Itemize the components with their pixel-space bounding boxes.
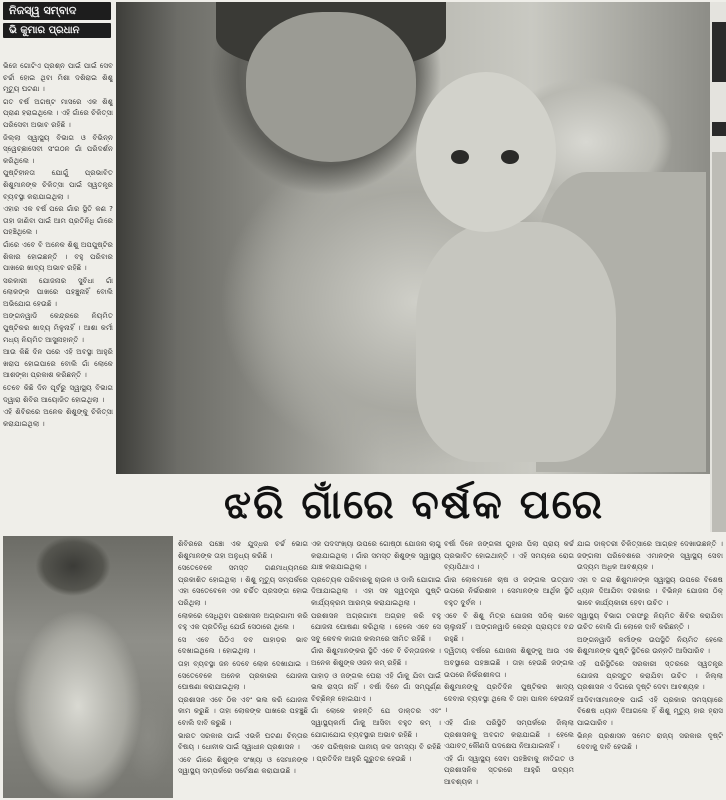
headline: ଝରି ଗାଁରେ ବର୍ଷକ ପରେ <box>223 482 605 528</box>
paragraph: ସ୍ୱାସ୍ଥ୍ୟ ବିଭାଗ ତରଫରୁ ନିୟମିତ ଶିବିର କରାଯିବା ଉଚିତ ବୋଲି ଗାଁ ଲୋକେ ଦାବି କରିଛନ୍ତି । <box>577 610 723 632</box>
paragraph: ଏବେ ପରିଷ୍କାର ପାନୀୟ ଜଳ ସମସ୍ୟା ବି ରହିଛି । ପ୍ରତିଦିନ ଆହୁରି ଗୁରୁତର ହେଉଛି । <box>311 742 441 763</box>
paragraph: ଏହି ଶିବିରରେ ଅନେକ ଶିଶୁଙ୍କୁ ଚିକିତ୍ସା କରାଯାଇଥିଲା । <box>3 407 113 428</box>
paragraph: ପ୍ରଶାସନ ଏବେ ଠିକ ଏବଂ ଭଲ କରି ଯୋଜନା କାମ କରୁଛି । ତାହା ଲୋକଙ୍କ ପାଖରେ ପହଞ୍ଚୁଛି ବୋଲି ଦାବି କରୁଛି । <box>178 694 308 727</box>
paragraph: ଏହି ଗାଁ ସ୍ୱାସ୍ଥ୍ୟ ସେବା ପହଞ୍ଚିବାକୁ ନୀତିଗତ ଓ ପ୍ରଶାସନିକ ସ୍ତରରେ ଆହୁରି ଉଦ୍ୟମ ଆବଶ୍ୟକ । <box>444 753 574 786</box>
paragraph: ତେବେ କିଛି ଦିନ ପୂର୍ବରୁ ସ୍ୱାସ୍ଥ୍ୟ ବିଭାଗ ଦ୍ୱାରା ଶିବିର ଆୟୋଜିତ ହୋଇଥିଲା । <box>3 383 113 404</box>
article-column-3 <box>444 538 574 798</box>
paragraph: ଭିଜେ ଗୋଟିଏ ପ୍ରଶ୍ନ ପାଇଁ ପାଇଁ ସେବ ଚର୍ଚ୍ଚା ହୋଇ ଥିବା ମିଶା ଦଶିରାଇ ଶିଶୁ ମୃତ୍ୟୁ ଘଟଣା । <box>3 61 113 94</box>
photo-child-body <box>416 222 616 462</box>
article-column-1 <box>178 538 308 798</box>
paragraph: ଶିଶୁମାନଙ୍କୁ ପ୍ରତିଦିନ ପୁଷ୍ଟିକର ଖାଦ୍ୟ ଦେବାର ବ୍ୟବସ୍ଥା ଥିଲେ ବି ତାହା ପାଳନ ହେଉନାହିଁ । <box>444 682 574 715</box>
article-column-4 <box>577 538 723 798</box>
paragraph: ତାହା ବ୍ୟବସ୍ଥା ଜନ ଦେବେ ଲୋକ ଦେଖାଯାଇ । ସେତେବେଳେ ଅନେକ ପ୍ରକାରର ଯୋଜନା ଘୋଷଣା କରାଯାଇଥିଲା । <box>178 658 308 692</box>
left-column <box>3 60 113 532</box>
main-photo <box>116 2 710 474</box>
paragraph: ଆଦିବାସୀମାନଙ୍କ ପାଇଁ ଏହି ପ୍ରକାର ସମସ୍ୟାରେ ବିଶେଷ ଧ୍ୟାନ ଦିଆଗଲେ ହିଁ ଶିଶୁ ମୃତ୍ୟୁ ହାର ହ୍ରାସ ପାଇପାରିବ । <box>577 694 723 727</box>
paragraph: ଶିବିରରେ ପଞ୍ଚୋ ଏକ ଯୁଦ୍ଧର ଚର୍ଚ୍ଚ ଭୋଗ ଶିଶୁମାନଙ୍କ ତାହା ଅନୁଧ୍ୟ କରିଛି । <box>178 539 308 560</box>
paragraph: ଏବେ ଗାଁରେ ଶିଶୁଙ୍କ ସଂଖ୍ୟା ଓ ସେମାନଙ୍କ ସ୍ୱାସ୍ଥ୍ୟ ସମ୍ପର୍କରେ ସର୍ବେକ୍ଷଣ କରାଯାଉଛି । <box>178 754 308 776</box>
bottom-photo <box>3 536 173 798</box>
photo-child-head <box>416 72 556 232</box>
byline <box>3 2 111 41</box>
paragraph: ଭାରତ ସରକାର ପାଇଁ ଏଭଳି ଘଟଣା ଚିନ୍ତାର ବିଷୟ । ଧୋନୀକ ପାଇଁ ସ୍ୱାଧୀନ ପ୍ରଶାସନ । <box>178 730 308 752</box>
paragraph: ପ୍ରତ୍ୟେକ ପରିବାରକୁ ଚାଉଳ ଓ ଡାଲି ଯୋଗାଇ ଦିଆଯାଇଥିଲା । ଏହା ସହ ସ୍ୱତନ୍ତ୍ର ପୁଷ୍ଟି କାର୍ଯ୍ୟକ୍ରମ ଆରମ୍ଭ କରାଯାଇଥିଲା । <box>311 574 441 607</box>
paragraph: ଦ୍ୱିତୀୟ ବର୍ଷରେ ଯୋଜନା ଶିଶୁଙ୍କୁ ଆଉ ଏକ ଅବସ୍ଥାରେ ପହଞ୍ଚାଇଛି । ତାହା ହେଉଛି ଜଙ୍ଗଲ ଉପରେ ନିର୍ଭରଶୀଳତା । <box>444 646 574 679</box>
paragraph: ଏହାର ଏକ ବର୍ଷ ପରେ ଗାଁର ସ୍ଥିତି କଣ ? ତାହା ଜାଣିବା ପାଇଁ ଆମ ପ୍ରତିନିଧି ଗାଁରେ ପହଞ୍ଚିଥିଲେ । <box>3 204 113 237</box>
paragraph: ଗତ ବର୍ଷ ଅଗଷ୍ଟ ମାସରେ ଏକ ଶିଶୁ ପ୍ରାଣ ହରାଇଥିଲେ । ଏହି ଗାଁରେ ଚିକିତ୍ସା ପରିସେବା ଅଭାବ ରହିଛି । <box>3 96 113 129</box>
byline-author: ଭି କୁମାର ପ୍ରଧାନ <box>3 23 111 38</box>
paragraph: ଗାଁରେ ଏବେ ବି ଅନେକ ଶିଶୁ ଅପପୁଷ୍ଟିର ଶିକାର ହୋଇଛନ୍ତି । ବହୁ ପରିବାର ପାଖରେ ଖାଦ୍ୟ ଅଭାବ ରହିଛି । <box>3 239 113 273</box>
paragraph: ପାହାଡ଼ ଓ ଜଙ୍ଗଲ ଘେରା ଏହି ଗାଁକୁ ଯିବା ପାଇଁ ଭଲ ରାସ୍ତା ନାହିଁ । ବର୍ଷା ଦିନେ ଗାଁ ସମ୍ପୂର୍ଣ୍ଣ ବିଚ୍ଛିନ୍ନ ହୋଇଯାଏ । <box>311 670 441 703</box>
paragraph: ଗାଁର ଶିଶୁମାନଙ୍କର ସ୍ଥିତି ଏବେ ବି ଚିନ୍ତାଜନକ । ଅନେକ ଶିଶୁଙ୍କ ଓଜନ କମ୍ ରହିଛି । <box>311 646 441 667</box>
paragraph: ଜିଲ୍ଲା ସ୍ୱାସ୍ଥ୍ୟ ବିଭାଗ ଓ ବିଭିନ୍ନ ସ୍ୱେଚ୍ଛାସେବୀ ସଂଗଠନ ଗାଁ ପରିଦର୍ଶନ କରିଥିଲେ । <box>3 132 113 165</box>
paragraph: ସେ ଏବେ ପିଠିଏ ଦବ ପାହାଡ଼ର ଭାବ ଦେଖାଇଥିଲେ । ହୋଇଥିଲା । <box>178 634 308 656</box>
paragraph: ଗାଁ ଲୋକେ କହନ୍ତି ଯେ ଡାକ୍ତର ଏବଂ ସ୍ୱାସ୍ଥ୍ୟକର୍ମୀ ଗାଁକୁ ଆସିବା ବହୁତ କମ୍ । ଯୋଗାଯୋଗ ବ୍ୟବସ୍ଥାର ଅଭାବ ରହିଛି । <box>311 706 441 739</box>
paragraph: ସରକାରୀ ଯୋଜନାର ସୁବିଧା ଗାଁ ଲୋକଙ୍କ ପାଖରେ ପହଞ୍ଚୁନାହିଁ ବୋଲି ଅଭିଯୋଗ ହେଉଛି । <box>3 275 113 308</box>
paragraph: ଲୋକରେ ସେଧିଥିବା ପରଶାସନ ଅଗ୍ରଗାମୀ କରି ବହୁ ଏକ ପ୍ରତିନିଧି ଯେଉଁ ସେଠାରେ ଥିଲେ । <box>178 610 308 632</box>
paragraph: ଭିନ୍ନ ପ୍ରଶାସନ ସମେତ ରାଜ୍ୟ ସରକାର ଦୃଷ୍ଟି ଦେବାକୁ ଦାବି ହେଉଛି । <box>577 730 723 752</box>
article-column-2 <box>311 538 441 798</box>
paragraph: ଏହା ଦ ଗରା ଶିଶୁମାନଙ୍କ ସ୍ୱାସ୍ଥ୍ୟ ଉପରେ ବିଶେଷ ଧ୍ୟାନ ଦିଆଯିବା ଦରକାର । ବିଭିନ୍ନ ଯୋଜନା ଠିକ୍ ଭାବେ କାର୍ଯ୍ୟକାରୀ ହେବା ଉଚିତ । <box>577 574 723 607</box>
strip-block <box>712 122 726 136</box>
paragraph: ଅଙ୍ଗନୱାଡି କେନ୍ଦ୍ରରେ ନିୟମିତ ପୁଷ୍ଟିକର ଖାଦ୍ୟ ମିଳୁନାହିଁ । ଆଶା କର୍ମୀ ମଧ୍ୟ ନିୟମିତ ଆସୁନାହାନ୍ତି । <box>3 311 113 344</box>
paragraph: ଏହି ଗାଁର ପରିସ୍ଥିତି ସମ୍ପର୍କରେ ଜିଲ୍ଲା ପ୍ରଶାସନକୁ ଅବଗତ କରାଯାଇଛି । ହେଲେ ଏଯାବତ୍ କୌଣସି ପଦକ୍ଷେପ ନିଆଯାଇନାହିଁ । <box>444 717 574 751</box>
strip-block <box>712 152 726 532</box>
paragraph: ଗାଁର ଲୋକମାନେ ଚାଷ ଓ ଜଙ୍ଗଲ ଉତ୍ପାଦ ଉପରେ ନିର୍ଭରଶୀଳ । ସେମାନଙ୍କ ଆର୍ଥିକ ସ୍ଥିତି ବହୁତ ଦୁର୍ବଳ । <box>444 574 574 607</box>
photo-child-eye <box>451 150 469 164</box>
photo-shadow <box>116 2 176 474</box>
paragraph: ପୁଷ୍ଟିହୀନତା ଯୋଗୁଁ ପ୍ରଭାବିତ ଶିଶୁମାନଙ୍କ ଚିକିତ୍ସା ପାଇଁ ସ୍ୱତନ୍ତ୍ର ବ୍ୟବସ୍ଥା କରାଯାଇଥିଲା । <box>3 168 113 201</box>
paragraph: ଏକ ପଦସଂଖ୍ୟା ଉପରେ ଗୋଷ୍ଠୀ ଯୋଜନା ଲାଗୁ କରାଯାଇଥିଲା । ଗାଁର ସମସ୍ତ ଶିଶୁଙ୍କ ସ୍ୱାସ୍ଥ୍ୟ ଯାଞ୍ଚ କରାଯାଇଥିଲା । <box>311 539 441 572</box>
adjacent-article-strip <box>710 2 726 532</box>
paragraph: ଅଙ୍ଗନୱାଡି କର୍ମୀଙ୍କ ଉପସ୍ଥିତି ନିୟମିତ ହେଲେ ଶିଶୁମାନଙ୍କ ପୁଷ୍ଟି ସ୍ଥିତିରେ ଉନ୍ନତି ଆସିପାରିବ । <box>577 634 723 656</box>
paragraph: ଆଉ କିଛି ଦିନ ପରେ ଏହି ଅବସ୍ଥା ଆହୁରି ଖରାପ ହୋଇପାରେ ବୋଲି ଗାଁ ଲୋକେ ଆଶଙ୍କା ପ୍ରକାଶ କରିଛନ୍ତି । <box>3 347 113 380</box>
photo-child-eye <box>501 150 519 164</box>
paragraph: ପରଶାସନ ଅଗ୍ରଗାମୀ ଅଗ୍ରହ କରି ବହୁ ଯୋଜନା ଘୋଷଣା କରିଥିଲା । ହେଲେ ଏବେ ସେ ସବୁ କେବଳ କାଗଜ କଲମରେ ସୀମିତ ରହିଛି । <box>311 610 441 643</box>
paragraph: ସେତେବେଳେ ସମସ୍ତ ଗଣମାଧ୍ୟମରେ ପ୍ରକାଶିତ ହୋଇଥିଲା । ଶିଶୁ ମୃତ୍ୟୁ ସମ୍ପର୍କରେ ଏହା ସେତେବେଳେ ଏକ ଚର୍ଚ୍ଚିତ ପ୍ରସଙ୍ଗ ହୋଇ ପରିଥିଲା । <box>178 563 308 607</box>
paragraph: ଯାଇ ଡାକ୍ତରୀ ଚିକିତ୍ସାରେ ଆଗ୍ରହ ଦେଖାଉଛନ୍ତି । ଜଙ୍ଗଲୀ ପରିବେଶରେ ଏମାନଙ୍କ ସ୍ୱାସ୍ଥ୍ୟ ସେବା ଉଦ୍ୟମ ଅଧିକ ଆବଶ୍ୟକ । <box>577 539 723 572</box>
paragraph: ଏହି ପରିସ୍ଥିତିରେ ସରକାରୀ ସ୍ତରରେ ସ୍ୱତନ୍ତ୍ର ଯୋଜନା ପ୍ରସ୍ତୁତ କରାଯିବା ଉଚିତ । ଜିଲ୍ଲା ପ୍ରଶାସନ ଏ ଦିଗରେ ଦୃଷ୍ଟି ଦେବା ଆବଶ୍ୟକ । <box>577 658 723 692</box>
strip-block <box>712 22 726 82</box>
paragraph: ବର୍ଷା ଦିନେ ଜଙ୍ଗଲୀ ଗୁହାର ପିଲା ପ୍ରାୟ କର୍ଚ୍ଚ ପ୍ରଭାବିତ ହୋଇଥାନ୍ତି । ଏହି ସମୟରେ ରୋଗ ବ୍ୟାପିଥାଏ । <box>444 539 574 572</box>
paragraph: ଏବେ ବି ଶିଶୁ ମିତ୍ର ଯୋଜନା ସଠିକ୍ ଭାବେ ଚାଲୁନାହିଁ । ଅଙ୍ଗନୱାଡି କେନ୍ଦ୍ର ପ୍ରାୟତଃ ବନ୍ଦ ରହୁଛି । <box>444 610 574 643</box>
photo-mother-face <box>246 12 416 162</box>
byline-tag: ନିଜସ୍ୱ ସମ୍ବାଦ <box>3 2 111 20</box>
